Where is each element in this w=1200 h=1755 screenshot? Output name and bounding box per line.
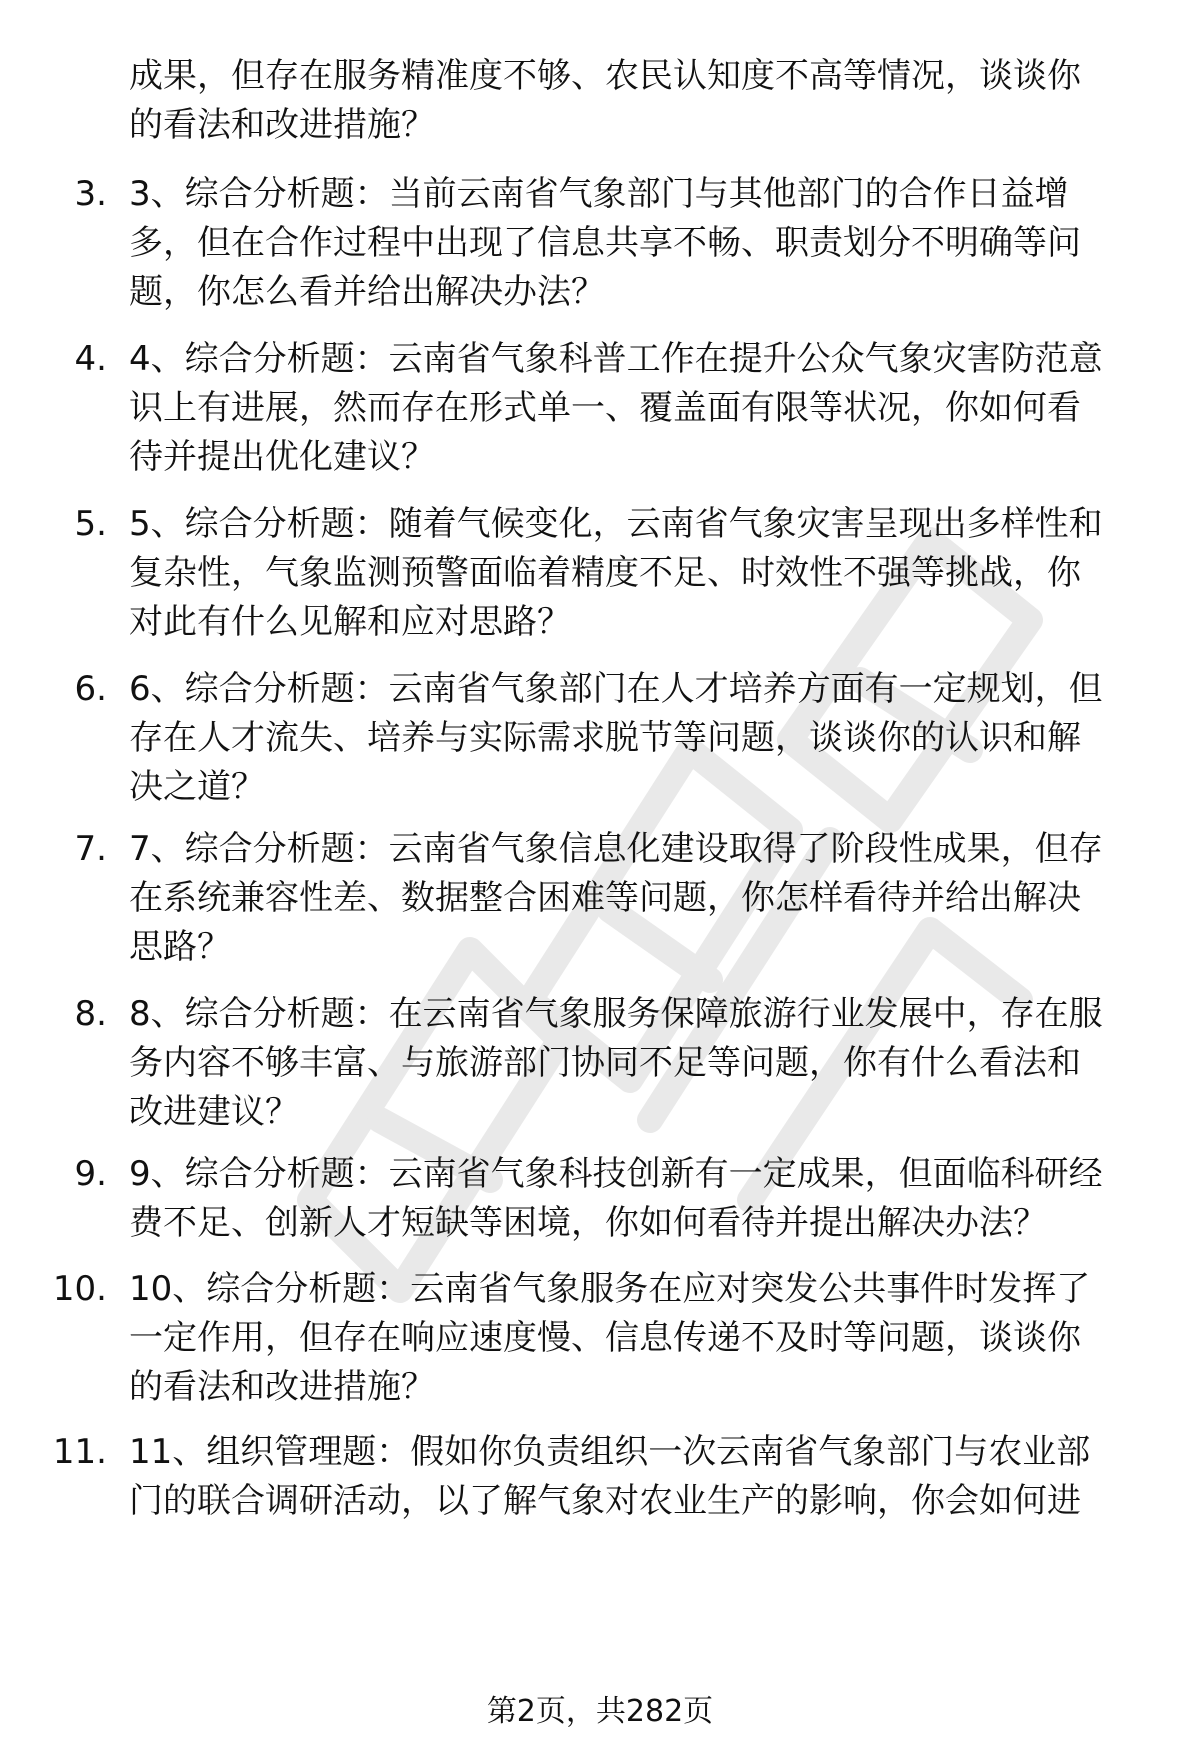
text-line: 在系统兼容性差、数据整合困难等问题，你怎样看待并给出解决 bbox=[129, 878, 1081, 918]
text-line: 多，但在合作过程中出现了信息共享不畅、职责划分不明确等问 bbox=[129, 223, 1081, 263]
text-line: 的看法和改进措施？ bbox=[129, 105, 435, 145]
text-line: 改进建议？ bbox=[129, 1092, 299, 1132]
text-line: 8、综合分析题：在云南省气象服务保障旅游行业发展中，存在服 bbox=[129, 994, 1103, 1034]
text-line: 9、综合分析题：云南省气象科技创新有一定成果，但面临科研经 bbox=[129, 1154, 1103, 1194]
list-number: 8. bbox=[74, 994, 107, 1034]
text-line: 4、综合分析题：云南省气象科普工作在提升公众气象灾害防范意 bbox=[129, 339, 1103, 379]
text-line: 5、综合分析题：随着气候变化，云南省气象灾害呈现出多样性和 bbox=[129, 504, 1103, 544]
text-line: 10、综合分析题：云南省气象服务在应对突发公共事件时发挥了 bbox=[129, 1269, 1091, 1309]
text-line: 6、综合分析题：云南省气象部门在人才培养方面有一定规划，但 bbox=[129, 669, 1103, 709]
paragraph-text bbox=[129, 52, 1169, 150]
page-number-label: 第2页，共282页 bbox=[486, 1694, 714, 1729]
text-line: 一定作用，但存在响应速度慢、信息传递不及时等问题，谈谈你 bbox=[129, 1318, 1081, 1358]
list-number: 6. bbox=[74, 669, 107, 709]
question-text bbox=[129, 665, 1169, 812]
question-text bbox=[129, 1150, 1169, 1248]
list-number: 9. bbox=[74, 1154, 107, 1194]
text-line: 7、综合分析题：云南省气象信息化建设取得了阶段性成果，但存 bbox=[129, 829, 1103, 869]
text-line: 的看法和改进措施？ bbox=[129, 1367, 435, 1407]
text-line: 3、综合分析题：当前云南省气象部门与其他部门的合作日益增 bbox=[129, 174, 1069, 214]
text-line: 决之道？ bbox=[129, 767, 265, 807]
text-line: 成果，但存在服务精准度不够、农民认知度不高等情况，谈谈你 bbox=[129, 56, 1081, 96]
text-line: 题，你怎么看并给出解决办法？ bbox=[129, 272, 605, 312]
question-text bbox=[129, 500, 1169, 647]
text-line: 待并提出优化建议？ bbox=[129, 437, 435, 477]
text-line: 费不足、创新人才短缺等困境，你如何看待并提出解决办法？ bbox=[129, 1203, 1047, 1243]
text-line: 务内容不够丰富、与旅游部门协同不足等问题，你有什么看法和 bbox=[129, 1043, 1081, 1083]
list-number: 10. bbox=[52, 1269, 107, 1309]
text-line: 存在人才流失、培养与实际需求脱节等问题，谈谈你的认识和解 bbox=[129, 718, 1081, 758]
text-line: 对此有什么见解和应对思路？ bbox=[129, 602, 571, 642]
list-number: 5. bbox=[74, 504, 107, 544]
page-footer bbox=[0, 1692, 1200, 1732]
text-line: 11、组织管理题：假如你负责组织一次云南省气象部门与农业部 bbox=[129, 1432, 1091, 1472]
question-text bbox=[129, 335, 1169, 482]
question-text bbox=[129, 825, 1169, 972]
text-line: 复杂性，气象监测预警面临着精度不足、时效性不强等挑战，你 bbox=[129, 553, 1081, 593]
list-number: 7. bbox=[74, 829, 107, 869]
list-number: 11. bbox=[52, 1432, 107, 1472]
list-number: 3. bbox=[74, 174, 107, 214]
text-line: 思路？ bbox=[129, 927, 231, 967]
question-text bbox=[129, 990, 1169, 1137]
text-line: 门的联合调研活动，以了解气象对农业生产的影响，你会如何进 bbox=[129, 1481, 1081, 1521]
question-text bbox=[129, 170, 1169, 317]
question-text bbox=[129, 1265, 1169, 1412]
text-line: 识上有进展，然而存在形式单一、覆盖面有限等状况，你如何看 bbox=[129, 388, 1081, 428]
question-text bbox=[129, 1428, 1169, 1526]
list-number: 4. bbox=[74, 339, 107, 379]
